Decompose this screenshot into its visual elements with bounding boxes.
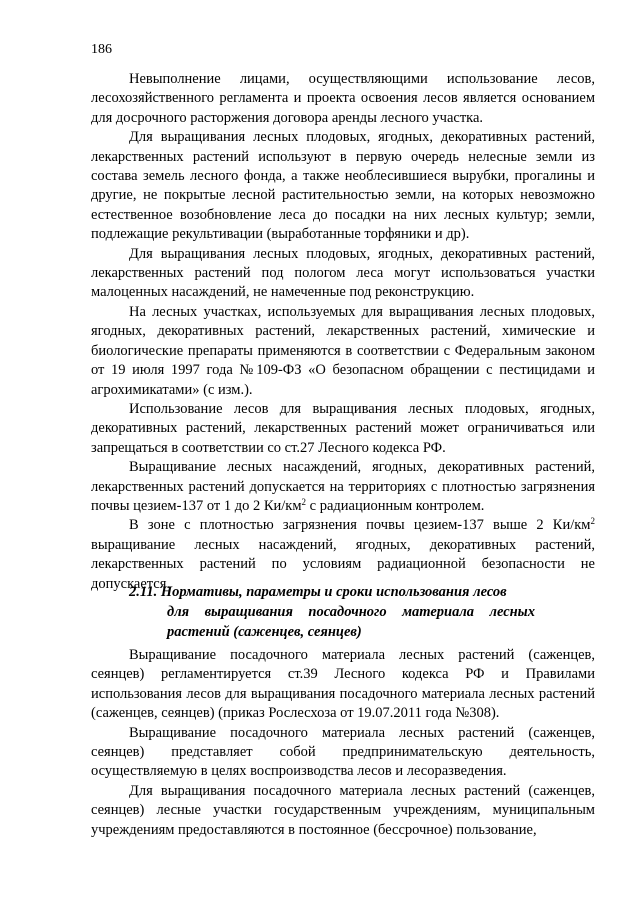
superscript: 2 xyxy=(590,516,595,527)
paragraph-contamination-1 xyxy=(91,458,595,516)
text-segment: Выращивание лесных насаждений, ягодных, декоративных растений, лекарственных растений допускается на территориях с плотностью загрязнения почвы цезием-137 от 1 до 2 Ки/км xyxy=(91,459,595,514)
paragraph: Выращивание посадочного материала лесных растений (саженцев, сеянцев) представляет собой предпринимательскую деятельность, осуществляемую в целях воспроизводства лесов и лесоразведения. xyxy=(91,724,595,780)
text-segment: В зоне с плотностью загрязнения почвы цезием-137 выше 2 Ки/км xyxy=(129,517,591,534)
text-segment: с радиационным контролем. xyxy=(306,497,485,514)
superscript: 2 xyxy=(301,496,307,507)
paragraph: Невыполнение лицами, осуществляющими использование лесов, лесохозяйственного регламента и проекта освоения лесов является основанием для досрочного расторжения договора аренды лесного участка. xyxy=(91,71,595,126)
paragraph: Для выращивания лесных плодовых, ягодных, декоративных растений, лекарственных растений под пологом леса могут использоваться участки малоценных насаждений, не намеченные под реконструкцию. xyxy=(91,245,595,301)
body-text-top xyxy=(91,70,595,594)
page-number: 186 xyxy=(91,42,112,57)
paragraph: Для выращивания лесных плодовых, ягодных, декоративных растений, лекарственных растений используют в первую очередь нелесные земли из состава земель лесного фонда, а также необлесившиеся вырубки, прогалины и другие, не покрытые лесной растительностью земли, на которых невозможно естественное возобновление леса до посадки на них лесных культур; земли, подлежащие рекультивации (выработанные торфяники и др). xyxy=(91,129,595,243)
paragraph: На лесных участках, используемых для выращивания лесных плодовых, ягодных, декоративных растений, лекарственных растений, химические и биологические препараты применяются в соответствии с Федеральным законом от 19 июля 1997 года №109-ФЗ «О безопасном обращении с пестицидами и агрохимикатами» (с изм.). xyxy=(91,303,595,398)
body-text-bottom xyxy=(91,646,595,840)
text-segment: выращивание лесных насаждений, ягодных, декоративных растений, лекарственных растений по условиям радиационной безопасности не допускается. xyxy=(91,536,595,592)
paragraph: Использование лесов для выращивания лесных плодовых, ягодных, декоративных растений, лекарственных растений может ограничиваться или запрещаться в соответствии со ст.27 Лесного кодекса РФ. xyxy=(91,400,595,456)
section-heading xyxy=(91,582,595,642)
section-heading-line1: 2.11. Нормативы, параметры и сроки использования лесов xyxy=(129,584,507,600)
paragraph: Для выращивания посадочного материала лесных растений (саженцев, сеянцев) лесные участки государственным учреждениям, муниципальным учреждениям предоставляются в постоянное (бессрочное) пользование, xyxy=(91,782,595,838)
section-heading-line2: для выращивания посадочного материала лесных растений (саженцев, сеянцев) xyxy=(167,604,535,640)
paragraph: Выращивание посадочного материала лесных растений (саженцев, сеянцев) регламентируется ст.39 Лесного кодекса РФ и Правилами использования лесов для выращивания посадочного материала лесных растений (саженцев, сеянцев) (приказ Рослесхоза от 19.07.2011 года №308). xyxy=(91,647,595,722)
